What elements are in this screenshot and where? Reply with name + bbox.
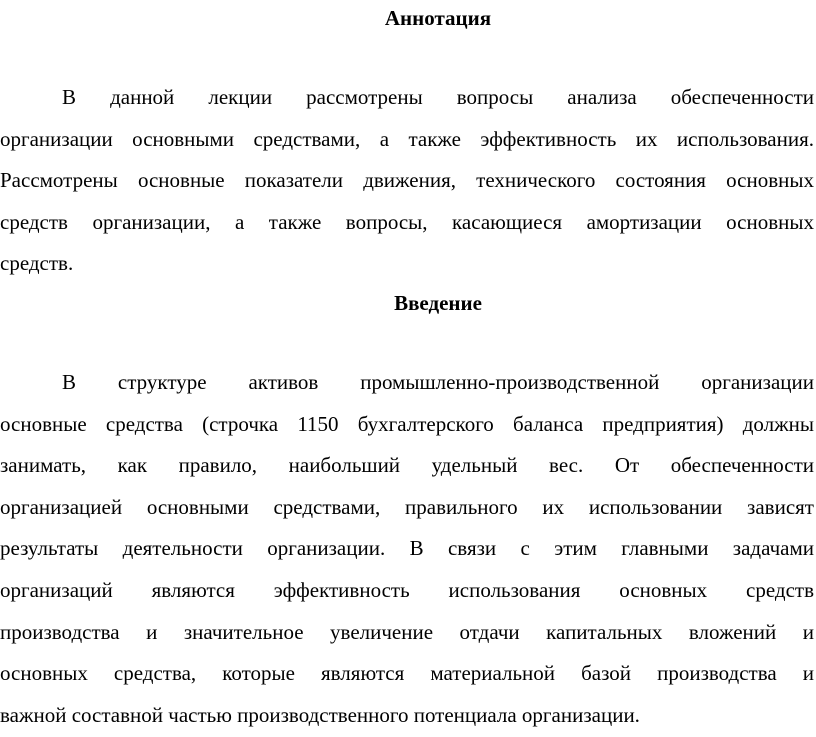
introduction-line: организацией основными средствами, правильного их использовании зависят xyxy=(0,494,814,519)
introduction-line: результаты деятельности организации. В связи с этим главными задачами xyxy=(0,536,814,561)
annotation-line: Рассмотрены основные показатели движения, технического состояния основных xyxy=(0,168,814,193)
annotation-line: В данной лекции рассмотрены вопросы анализа обеспеченности xyxy=(62,85,814,109)
introduction-line: основные средства (строчка 1150 бухгалтерского баланса предприятия) должны xyxy=(0,411,814,436)
introduction-line: важной составной частью производственного потенциала организации. xyxy=(0,702,640,727)
annotation-line: организации основными средствами, а также эффективность их использования. xyxy=(0,126,814,151)
annotation-heading: Аннотация xyxy=(384,6,492,30)
introduction-line: занимать, как правило, наибольший удельный вес. От обеспеченности xyxy=(0,453,814,478)
introduction-line: производства и значительное увеличение отдачи капитальных вложений и xyxy=(0,619,814,644)
annotation-line: средств организации, а также вопросы, касающиеся амортизации основных xyxy=(0,209,814,234)
introduction-paragraph xyxy=(0,362,814,736)
annotation-paragraph xyxy=(0,77,814,285)
introduction-heading: Введение xyxy=(394,291,482,315)
introduction-line: основных средства, которые являются материальной базой производства и xyxy=(0,661,814,686)
annotation-line: средств. xyxy=(0,251,74,276)
introduction-line: организаций являются эффективность использования основных средств xyxy=(0,577,814,602)
introduction-line: В структуре активов промышленно-производственной организации xyxy=(62,370,814,394)
